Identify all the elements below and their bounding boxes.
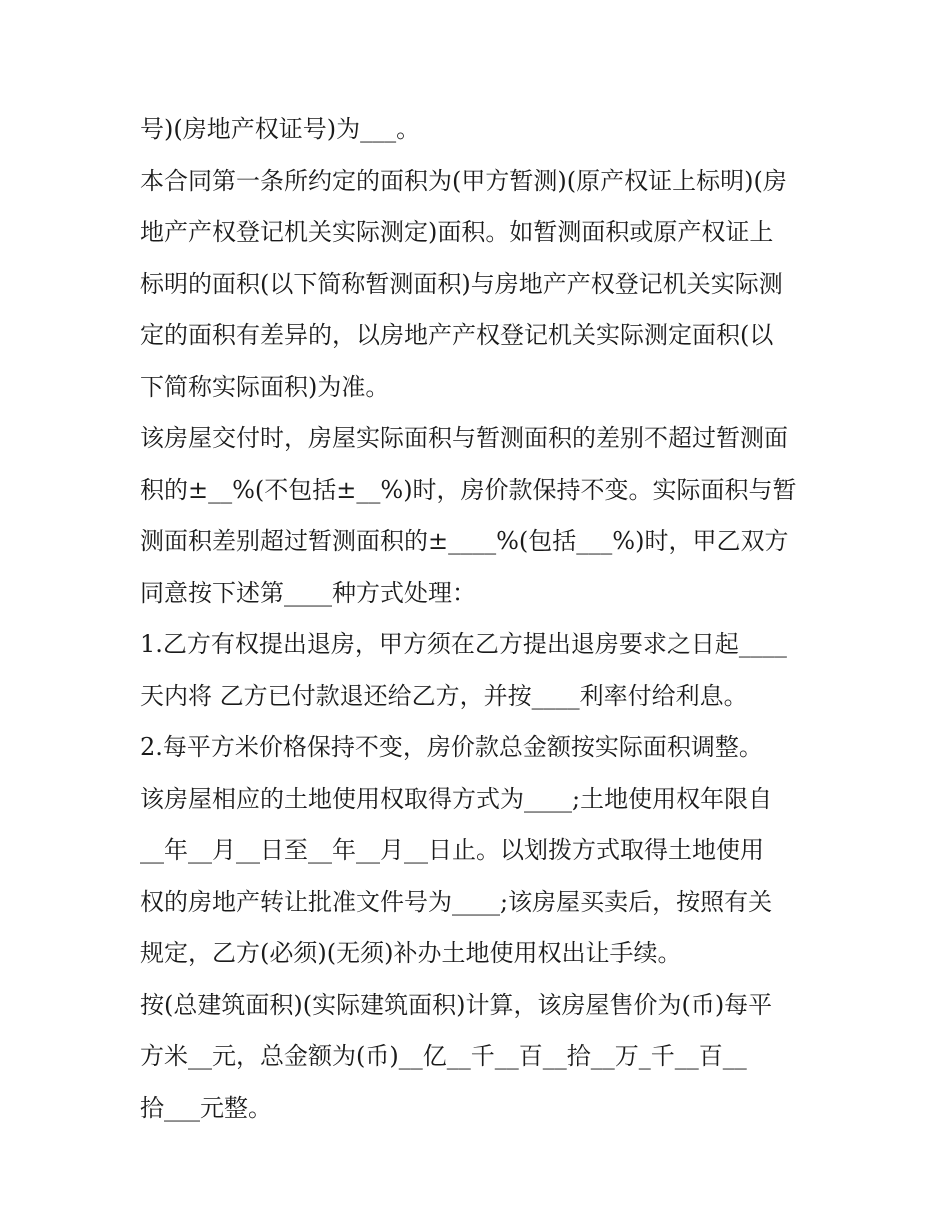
text-line: 按(总建筑面积)(实际建筑面积)计算，该房屋售价为(币)每平: [140, 990, 773, 1019]
text-line: 天内将 乙方已付款退还给乙方，并按____利率付给利息。: [140, 681, 748, 710]
document-body: [140, 104, 820, 1134]
text-line: 规定，乙方(必须)(无须)补办土地使用权出让手续。: [140, 939, 682, 967]
text-line: 该房屋相应的土地使用权取得方式为____;土地使用权年限自: [140, 784, 773, 813]
text-line: 方米__元，总金额为(币)__亿__千__百__拾__万_千__百__: [140, 1042, 747, 1070]
text-line: 权的房地产转让批准文件号为____;该房屋买卖后，按照有关: [140, 887, 773, 916]
text-line: 标明的面积(以下简称暂测面积)与房地产产权登记机关实际测: [140, 269, 783, 298]
text-line: 同意按下述第____种方式处理：: [140, 578, 476, 607]
text-line: 1.乙方有权提出退房，甲方须在乙方提出退房要求之日起____: [140, 630, 787, 658]
text-line: 下简称实际面积)为准。: [140, 372, 390, 401]
text-line: 本合同第一条所约定的面积为(甲方暂测)(原产权证上标明)(房: [140, 166, 787, 195]
text-line: __年__月__日至__年__月__日止。以划拨方式取得土地使用: [140, 836, 764, 864]
text-line: 地产产权登记机关实际测定)面积。如暂测面积或原产权证上: [140, 218, 774, 246]
text-line: 定的面积有差异的，以房地产产权登记机关实际测定面积(以: [140, 321, 774, 349]
text-line: 该房屋交付时，房屋实际面积与暂测面积的差别不超过暂测面: [140, 424, 788, 452]
text-line: 拾___元整。: [140, 1093, 272, 1122]
text-line: 积的±__%(不包括±__%)时，房价款保持不变。实际面积与暂: [140, 475, 797, 504]
text-line: 测面积差别超过暂测面积的±____%(包括___%)时，甲乙双方: [140, 527, 789, 555]
text-line: 2.每平方米价格保持不变，房价款总金额按实际面积调整。: [140, 733, 763, 761]
text-line: 号)(房地产权证号)为___。: [140, 115, 421, 143]
